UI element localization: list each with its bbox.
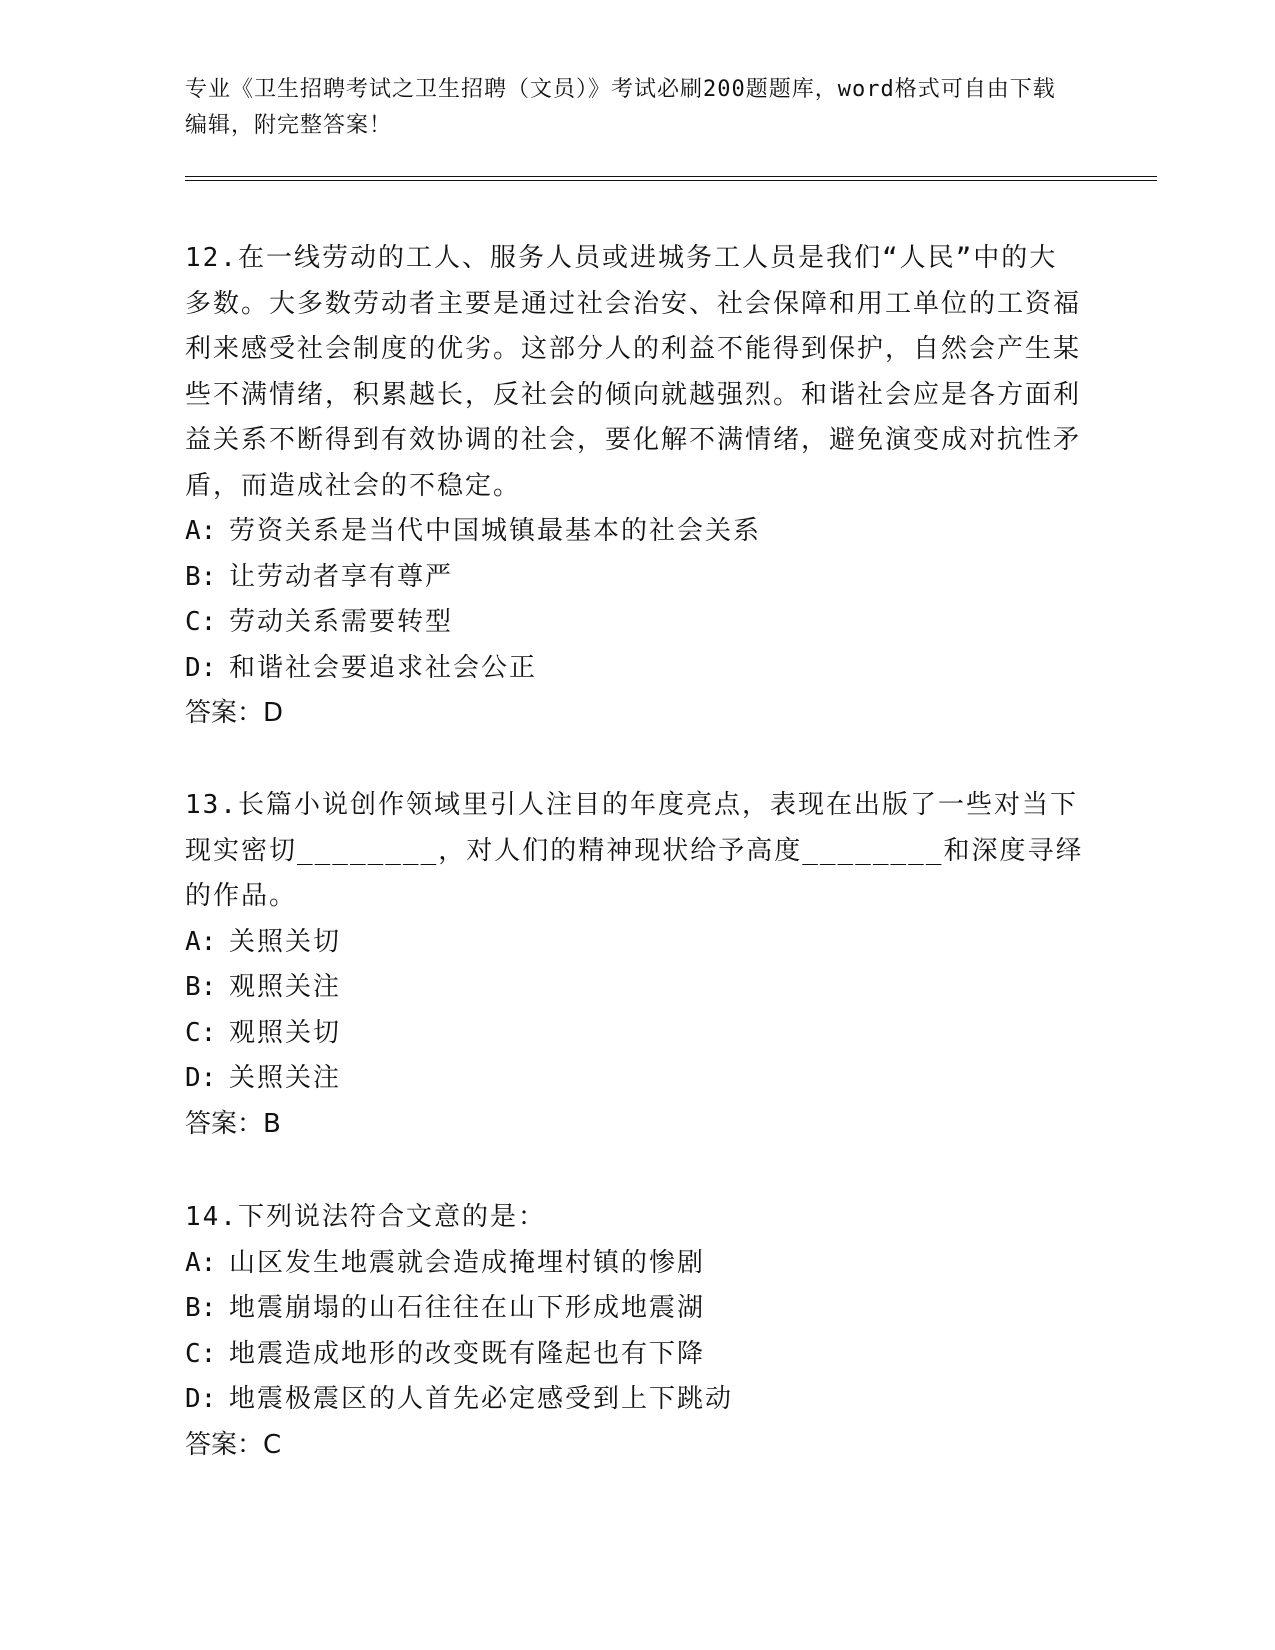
option-d (185, 1377, 1085, 1423)
option-text: 和谐社会要追求社会公正 (229, 652, 538, 683)
question-stem (185, 236, 1085, 509)
question-text: 在一线劳动的工人、服务人员或进城务工人员是我们“人民”中的大多数。大多数劳动者主要是通过社会治安、社会保障和用工单位的工资福利来感受社会制度的优劣。这部分人的利益不能得到保护，自然会产生某些不满情绪，积累越长，反社会的倾向就越强烈。和谐社会应是各方面利益关系不断得到有效协调的社会，要化解不满情绪，避免演变成对抗性矛盾，而造成社会的不稳定。 (185, 243, 1082, 501)
header-divider-bottom (185, 180, 1157, 181)
option-c (185, 1332, 1085, 1378)
option-text: 劳资关系是当代中国城镇最基本的社会关系 (229, 516, 762, 546)
header-title: 专业《卫生招聘考试之卫生招聘（文员）》考试必刷200题题库，word格式可自由下载编辑，附完整答案！ (185, 77, 1056, 138)
question-12 (185, 236, 1085, 737)
option-key: D: (185, 1384, 217, 1414)
option-c (185, 600, 1085, 646)
question-13 (185, 783, 1085, 1147)
option-text: 关照关切 (229, 926, 342, 957)
option-key: A: (185, 926, 217, 957)
option-d (185, 1056, 1085, 1102)
option-c (185, 1011, 1085, 1057)
question-stem (185, 783, 1085, 920)
option-text: 让劳动者享有尊严 (229, 561, 454, 592)
document-header (185, 72, 1065, 144)
option-b (185, 965, 1085, 1011)
option-text: 地震造成地形的改变既有隆起也有下降 (229, 1338, 706, 1369)
answer-line: 答案：C (185, 1429, 282, 1460)
option-text: 观照关注 (229, 972, 342, 1002)
option-key: C: (185, 1338, 217, 1369)
option-key: C: (185, 1017, 217, 1048)
option-key: D: (185, 652, 217, 683)
option-key: B: (185, 1293, 217, 1323)
question-stem (185, 1195, 1085, 1241)
question-number: 13. (185, 790, 238, 820)
option-key: B: (185, 561, 217, 592)
answer-line: 答案：D (185, 698, 284, 728)
option-b (185, 1286, 1085, 1332)
question-text: 长篇小说创作领域里引人注目的年度亮点，表现在出版了一些对当下现实密切________，对人们的精神现状给予高度________和深度寻绎的作品。 (185, 790, 1084, 911)
question-text: 下列说法符合文意的是： (237, 1202, 546, 1232)
option-key: A: (185, 516, 217, 546)
option-key: A: (185, 1247, 217, 1278)
option-a (185, 509, 1085, 555)
question-number: 14. (185, 1202, 238, 1232)
option-text: 关照关注 (229, 1063, 342, 1093)
option-text: 观照关切 (229, 1017, 342, 1048)
option-a (185, 1241, 1085, 1287)
option-key: B: (185, 972, 217, 1002)
option-text: 地震极震区的人首先必定感受到上下跳动 (229, 1384, 734, 1414)
question-14 (185, 1195, 1085, 1468)
option-text: 山区发生地震就会造成掩埋村镇的惨剧 (229, 1247, 706, 1278)
option-text: 劳动关系需要转型 (229, 607, 454, 637)
option-key: D: (185, 1063, 217, 1093)
option-text: 地震崩塌的山石往往在山下形成地震湖 (229, 1293, 706, 1323)
option-a (185, 920, 1085, 966)
option-key: C: (185, 607, 217, 637)
question-number: 12. (185, 243, 238, 273)
option-d (185, 646, 1085, 692)
header-divider-top (185, 176, 1157, 177)
answer-line: 答案：B (185, 1108, 281, 1139)
option-b (185, 555, 1085, 601)
